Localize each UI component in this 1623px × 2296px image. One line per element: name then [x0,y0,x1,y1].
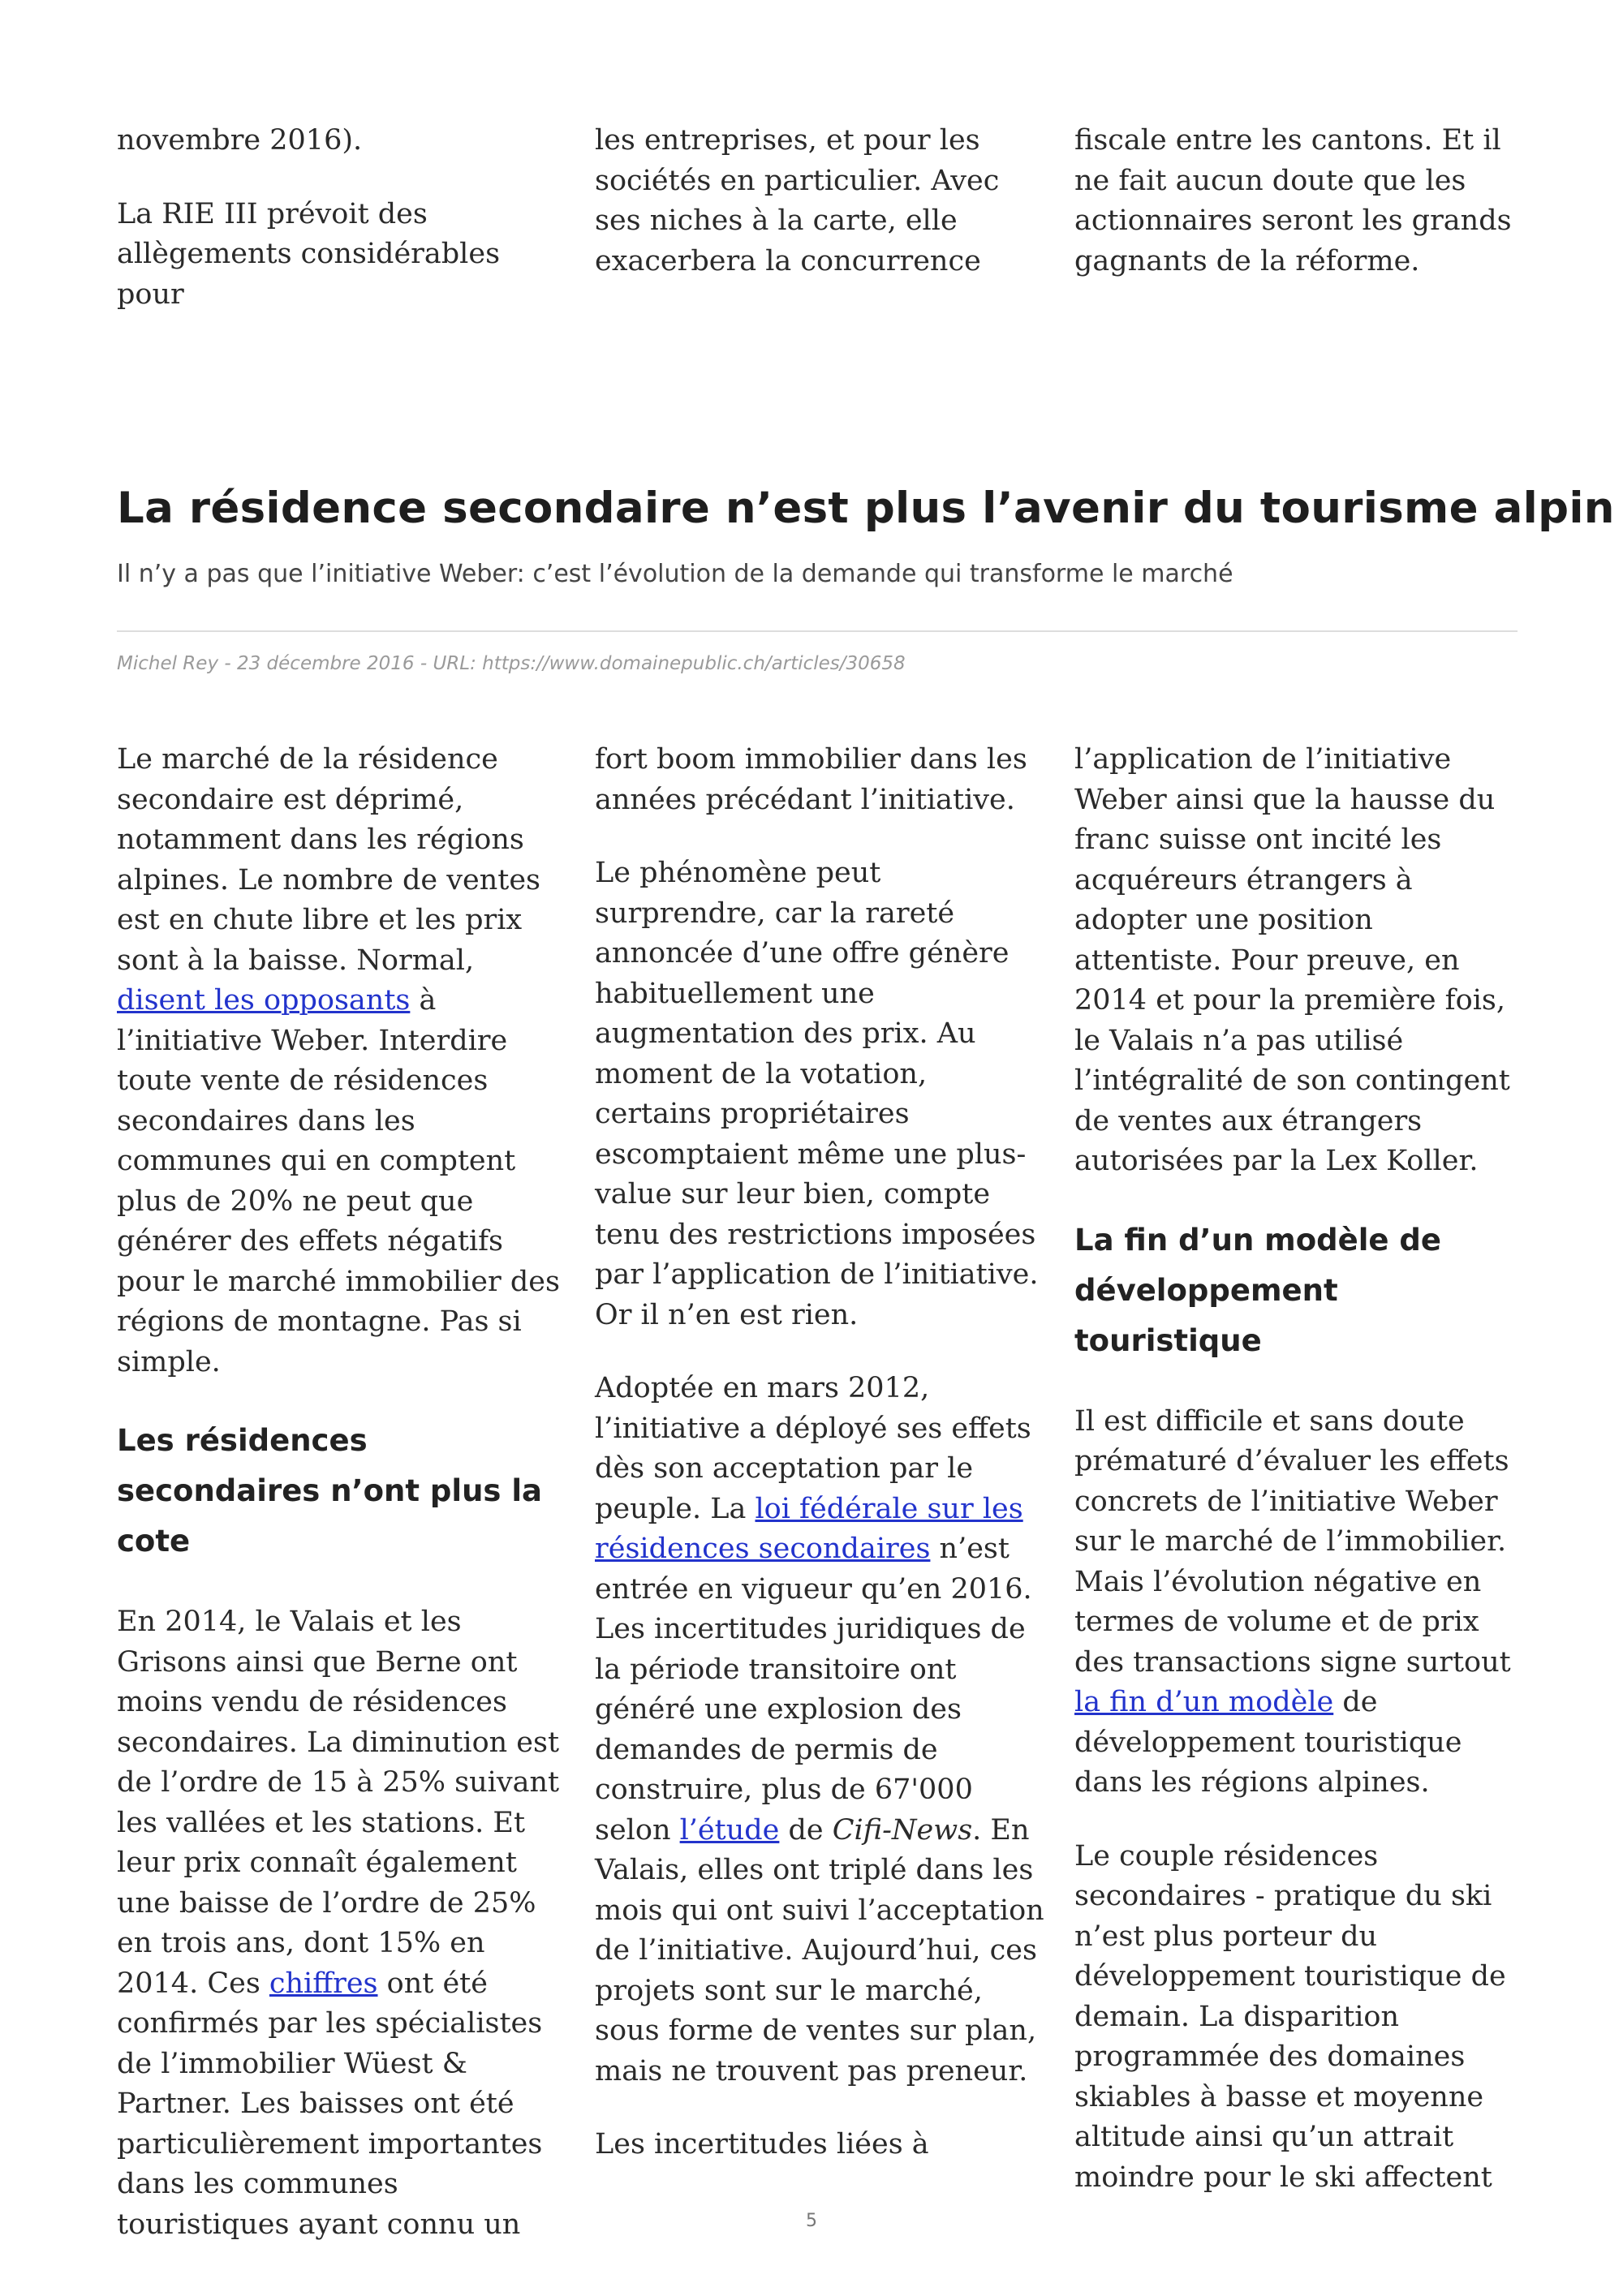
text-run: de [779,1813,833,1847]
article-meta: Michel Rey - 23 décembre 2016 - URL: https://www.domainepublic.ch/articles/30658 [117,653,906,674]
link-disent-les-opposants[interactable]: disent les opposants [117,984,411,1017]
paragraph [595,1369,1049,2092]
link-fin-modele[interactable]: la fin d’un modèle [1074,1686,1334,1718]
article-title: La résidence secondaire n’est plus l’avenir du tourisme alpin [117,484,1615,533]
prev-article-col-2 [595,121,1049,315]
text-run: Le marché de la résidence secondaire est déprimé, notamment dans les régions alpines. Le nombre de ventes est en chute libre et les prix sont à la baisse. Normal, [117,743,540,977]
article-col-3 [1074,740,1529,2231]
link-loi-federale[interactable]: loi fédérale sur les résidences secondaires [595,1492,1023,1565]
text-run: à l’initiative Weber. Interdire toute vente de résidences secondaires dans les communes qui en comptent plus de 20% ne peut que générer des effets négatifs pour le marché immobilier des régions de montagne. Pas si simple. [117,984,560,1378]
link-chiffres[interactable]: chiffres [269,1967,378,2000]
paragraph: Les incertitudes liées à [595,2128,929,2161]
paragraph: l’application de l’initiative Weber ainsi que la hausse du franc suisse ont incité les acquéreurs étrangers à adopter une position attentiste. Pour preuve, en 2014 et pour la première fois, le Valais n’a pas utilisé l’intégralité de son contingent de ventes aux étrangers autorisées par la Lex Koller. [1074,743,1510,1177]
prev-paragraph: les entreprises, et pour les sociétés en particulier. Avec ses niches à la carte, elle exacerbera la concurrence [595,124,1000,277]
section-heading-cote: Les résidences secondaires n’ont plus la cote [117,1423,542,1559]
article-col-2 [595,740,1049,2199]
paragraph [1074,1402,1529,1804]
paragraph: Le phénomène peut surprendre, car la rareté annoncée d’une offre génère habituellement une augmentation des prix. Au moment de la votation, certains propriétaires escomptaient même une plus-value sur leur bien, compte tenu des restrictions imposées par l’application de l’initiative. Or il n’en est rien. [595,857,1039,1331]
section-heading-modele: La fin d’un modèle de développement touristique [1074,1222,1441,1358]
text-run: Adoptée en mars 2012, l’initiative a déployé ses effets dès son acceptation par le peuple. La [595,1372,1031,1525]
header-divider [117,630,1518,632]
prev-paragraph: La RIE III prévoit des allègements considérables pour [117,197,501,311]
text-run: En 2014, le Valais et les Grisons ainsi que Berne ont moins vendu de résidences secondaires. La diminution est de l’ordre de 15 à 25% suivant les vallées et les stations. Et leur prix connaît également une baisse de l’ordre de 25% en trois ans, dont 15% en 2014. Ces [117,1606,560,2000]
page-number: 5 [806,2211,817,2231]
text-run: ont été confirmés par les spécialistes de l’immobilier Wüest & Partner. Les baisses ont été particulièrement importantes dans les communes touristiques ayant connu un [117,1967,543,2241]
prev-article-col-1 [117,121,571,348]
source-name: Cifi-News [832,1813,973,1847]
article-col-1 [117,740,571,2278]
paragraph [117,740,571,1382]
text-run: . En Valais, elles ont triplé dans les mois qui ont suivi l’acceptation de l’initiative. Aujourd’hui, ces projets sont sur le marché, sous forme de ventes sur plan, mais ne trouvent pas preneur. [595,1813,1044,2087]
paragraph [117,1602,571,2245]
article-subtitle: Il n’y a pas que l’initiative Weber: c’est l’évolution de la demande qui transforme le marché [117,560,1233,588]
prev-article-col-3 [1074,121,1529,315]
link-etude[interactable]: l’étude [679,1813,780,1847]
paragraph: fort boom immobilier dans les années précédant l’initiative. [595,743,1027,816]
prev-paragraph: fiscale entre les cantons. Et il ne fait aucun doute que les actionnaires seront les grands gagnants de la réforme. [1074,124,1512,277]
text-run: n’est entrée en vigueur qu’en 2016. Les incertitudes juridiques de la période transitoire ont généré une explosion des demandes de permis de construire, plus de 67'000 selon [595,1533,1032,1847]
text-run: de développement touristique dans les régions alpines. [1074,1686,1462,1799]
text-run: Il est difficile et sans doute prématuré d’évaluer les effets concrets de l’initiative Weber sur le marché de l’immobilier. Mais l’évolution négative en termes de volume et de prix des transactions signe surtout [1074,1404,1511,1679]
prev-paragraph: novembre 2016). [117,124,363,157]
paragraph: Le couple résidences secondaires - pratique du ski n’est plus porteur du développement touristique de demain. La disparition programmée des domaines skiables à basse et moyenne altitude ainsi qu’un attrait moindre pour le ski affectent [1074,1839,1506,2194]
